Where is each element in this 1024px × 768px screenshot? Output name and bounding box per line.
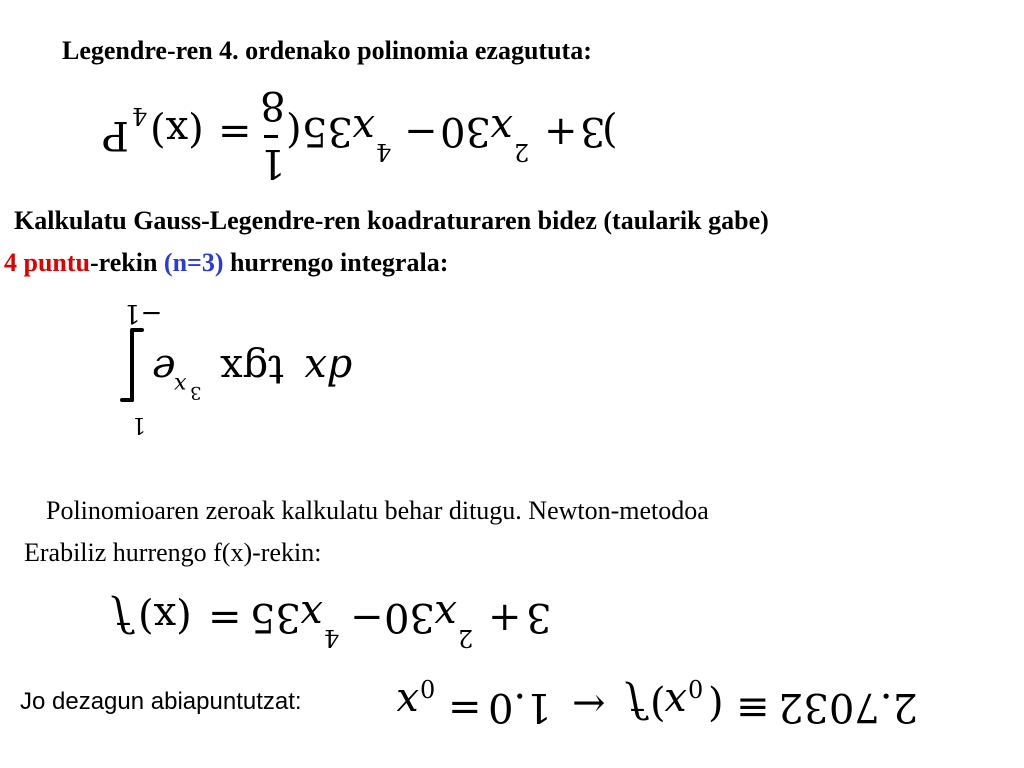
task-n: (n=3): [163, 248, 224, 277]
p4-close-paren: ): [602, 108, 618, 154]
start-value: 1.0: [488, 684, 552, 730]
f-arg: (x): [138, 594, 192, 640]
f-eq: =: [208, 594, 242, 640]
task-line-1: Kalkulatu Gauss-Legendre-ren koadraturaren bidez (taularik gabe): [14, 206, 769, 235]
p4-frac-den: 8: [260, 82, 286, 128]
start-arg-open: (: [650, 680, 666, 726]
integral-upper-limit: 1: [132, 412, 146, 437]
p4-open-paren: (: [286, 108, 302, 154]
start-eq: =: [448, 684, 482, 730]
p4-frac-num: 1: [260, 140, 286, 186]
p4-c1: 35: [302, 108, 353, 154]
p4-e2: 2: [514, 138, 530, 166]
start-result: 2.7032: [778, 684, 918, 730]
p4-op1: −: [404, 108, 438, 154]
f-c1: 35: [250, 594, 301, 640]
f-c2: 30: [384, 594, 435, 640]
integral-dx: dx: [304, 346, 353, 392]
p4-c3: 3: [580, 108, 606, 154]
start-arg-sub: 0: [688, 676, 704, 704]
p4-lhs: P: [102, 112, 129, 158]
start-x-sub: 0: [420, 676, 436, 704]
integral-exp-pow: 3: [190, 382, 202, 403]
p4-lhs-sub: 4: [132, 102, 148, 130]
p4-op2: +: [544, 108, 578, 154]
p4-c2: 30: [440, 108, 491, 154]
f-op2: +: [488, 594, 522, 640]
integral-lower-limit: −1: [124, 298, 163, 328]
p4-eq: =: [218, 108, 252, 154]
slide-title: Legendre-ren 4. ordenako polinomia ezagututa:: [62, 36, 592, 65]
f-x1: x: [300, 592, 323, 638]
p4-x1: x: [352, 106, 375, 152]
f-x2: x: [434, 592, 457, 638]
task-points: 4 puntu: [4, 248, 90, 277]
integral-exp-x: x: [174, 372, 187, 397]
newton-line-1: Polinomioaren zeroak kalkulatu behar ditugu. Newton-metodoa: [46, 496, 709, 525]
start-x: x: [396, 680, 419, 726]
start-label: Jo dezagun abiapuntutzat:: [20, 688, 302, 715]
f-c3: 3: [526, 594, 552, 640]
task-rekin: -rekin: [90, 248, 164, 277]
f-op1: −: [350, 594, 384, 640]
start-arg-x: x: [664, 680, 687, 726]
task-end: hurrengo integrala:: [223, 248, 449, 277]
p4-x2: x: [490, 106, 513, 152]
p4-e1: 4: [376, 138, 392, 166]
start-arg-close: ): [708, 680, 724, 726]
f-e2: 2: [458, 624, 474, 652]
p4-arg: (x): [150, 108, 204, 154]
start-equiv: ≡: [736, 684, 770, 730]
f-lhs: f: [114, 594, 129, 640]
start-arrow: →: [572, 680, 606, 726]
integral-base: e: [152, 346, 176, 392]
f-e1: 4: [324, 624, 340, 652]
newton-line-2: Erabiliz hurrengo f(x)-rekin:: [24, 538, 322, 567]
integral-func: tgx: [220, 346, 285, 392]
start-f: f: [628, 680, 643, 726]
